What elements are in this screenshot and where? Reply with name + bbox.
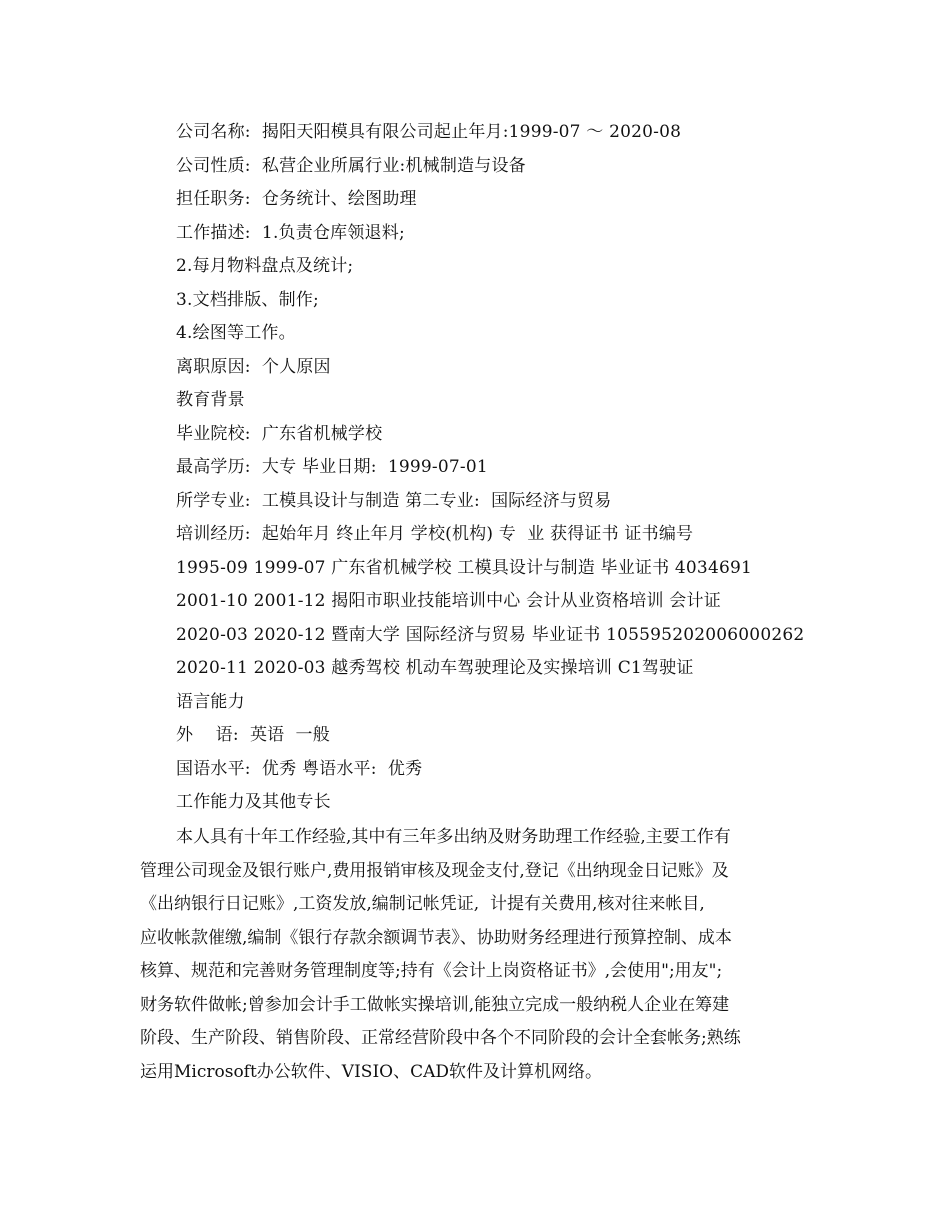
company-name-line: 公司名称: 揭阳天阳模具有限公司起止年月:1999-07 ～ 2020-08 xyxy=(176,122,682,142)
major-line: 所学专业: 工模具设计与制造 第二专业: 国际经济与贸易 xyxy=(176,490,612,511)
job-description-item-4: 4.绘图等工作。 xyxy=(176,323,296,343)
leave-reason-line: 离职原因: 个人原因 xyxy=(176,356,331,377)
position-line: 担任职务: 仓务统计、绘图助理 xyxy=(176,189,417,209)
paragraph-line: 财务软件做帐;曾参加会计手工做帐实操培训,能独立完成一般纳税人企业在筹建 xyxy=(140,994,730,1015)
language-heading: 语言能力 xyxy=(176,691,245,712)
job-description-line: 工作描述: 1.负责仓库领退料; xyxy=(176,222,405,243)
school-line: 毕业院校: 广东省机械学校 xyxy=(176,423,383,444)
paragraph-line: 管理公司现金及银行账户,费用报销审核及现金支付,登记《出纳现金日记账》及 xyxy=(140,860,729,881)
training-row: 1995-09 1999-07 广东省机械学校 工模具设计与制造 毕业证书 4034691 xyxy=(176,557,753,578)
job-description-item-3: 3.文档排版、制作; xyxy=(176,289,319,310)
paragraph-line: 阶段、生产阶段、销售阶段、正常经营阶段中各个不同阶段的会计全套帐务;熟练 xyxy=(140,1028,741,1048)
paragraph-line: 《出纳银行日记账》,工资发放,编制记帐凭证, 计提有关费用,核对往来帐目, xyxy=(140,894,705,914)
training-row: 2001-10 2001-12 揭阳市职业技能培训中心 会计从业资格培训 会计证 xyxy=(176,591,721,611)
training-row: 2020-11 2020-03 越秀驾校 机动车驾驶理论及实操培训 C1驾驶证 xyxy=(176,658,694,678)
paragraph-line: 运用Microsoft办公软件、VISIO、CAD软件及计算机网络。 xyxy=(140,1061,603,1082)
resume-lines xyxy=(176,116,876,820)
paragraph-line: 本人具有十年工作经验,其中有三年多出纳及财务助理工作经验,主要工作有 xyxy=(176,827,731,847)
paragraph-line: 核算、规范和完善财务管理制度等;持有《会计上岗资格证书》,会使用";用友"; xyxy=(140,961,723,981)
job-description-item-2: 2.每月物料盘点及统计; xyxy=(176,256,354,276)
skills-paragraph xyxy=(140,821,820,1089)
foreign-language-line: 外 语: 英语 一般 xyxy=(176,725,330,745)
degree-line: 最高学历: 大专 毕业日期: 1999-07-01 xyxy=(176,457,488,477)
paragraph-line: 应收帐款催缴,编制《银行存款余额调节表》、协助财务经理进行预算控制、成本 xyxy=(140,927,732,948)
training-row: 2020-03 2020-12 暨南大学 国际经济与贸易 毕业证书 105595202006000262 xyxy=(176,624,805,645)
skills-heading: 工作能力及其他专长 xyxy=(176,792,331,812)
education-heading: 教育背景 xyxy=(176,390,245,410)
mandarin-cantonese-line: 国语水平: 优秀 粤语水平: 优秀 xyxy=(176,758,423,779)
training-header-line: 培训经历: 起始年月 终止年月 学校(机构) 专 业 获得证书 证书编号 xyxy=(176,524,694,544)
company-type-line: 公司性质: 私营企业所属行业:机械制造与设备 xyxy=(176,155,526,176)
